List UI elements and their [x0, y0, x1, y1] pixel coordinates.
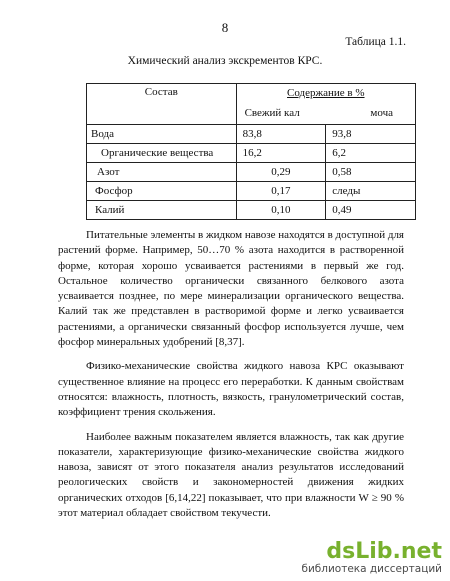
row-fresh: 0,29 — [236, 163, 326, 182]
header-urine: моча — [370, 106, 393, 119]
row-urine: 6,2 — [326, 144, 416, 163]
header-content — [236, 84, 415, 103]
row-fresh: 83,8 — [236, 125, 326, 144]
row-urine: 93,8 — [326, 125, 416, 144]
row-urine: 0,49 — [326, 201, 416, 220]
table-row — [87, 144, 416, 163]
row-name: Органические вещества — [87, 144, 237, 163]
logo-main: dsLib — [326, 539, 393, 564]
dslib-subtitle: библиотека диссертаций — [301, 563, 442, 575]
table-row — [87, 182, 416, 201]
table-row — [87, 125, 416, 144]
row-name: Фосфор — [87, 182, 237, 201]
paragraph: Наиболее важным показателем является влажность, так как другие показатели, характеризующие физико-механические свойства жидкого навоза, зависят от этого показателя анализ результатов исследований реологических свойств и закономерностей движения жидких органических отходов [6,14,22] показывает, что при влажности W ≥ 90 % этот материал обладает свойством текучести. — [58, 430, 404, 520]
row-fresh: 16,2 — [236, 144, 326, 163]
dslib-watermark[interactable] — [301, 541, 442, 575]
header-composition: Состав — [87, 84, 237, 125]
page-number: 8 — [221, 20, 229, 35]
subheader-cell — [236, 102, 415, 125]
paragraph: Физико-механические свойства жидкого навоза КРС оказывают существенное влияние на процесс его переработки. К данным свойствам относятся: влажность, плотность, вязкость, гранулометрический состав, коэффициент трения скольжения. — [58, 360, 404, 419]
table-row — [87, 201, 416, 220]
row-name: Калий — [87, 201, 237, 220]
header-content-text: Содержание в % — [287, 86, 365, 99]
header-fresh: Свежий кал — [244, 106, 300, 119]
row-name: Вода — [87, 125, 237, 144]
table-row — [87, 163, 416, 182]
row-name: Азот — [87, 163, 237, 182]
table-label: Таблица 1.1. — [345, 36, 406, 48]
row-urine: 0,58 — [326, 163, 416, 182]
logo-tld: .net — [392, 539, 442, 564]
chemical-analysis-table — [86, 83, 416, 220]
row-urine: следы — [326, 182, 416, 201]
paragraph: Питательные элементы в жидком навозе находятся в доступной для растений форме. Например, 50…70 % азота находится в растворенной форме, которая хорошо усваивается растениями в первый же год. Остальное количество органически связанного белкового азота усваивается позднее, по мере минерализации органического вещества. Калий так же представлен в растворимой форме и легко усваивается растениями, а органически связанный фосфор используется лучше, чем фосфор минеральных удобрений [8,37]. — [58, 229, 404, 349]
table-title: Химический анализ экскрементов КРС. — [127, 55, 323, 67]
body-text — [58, 228, 404, 530]
row-fresh: 0,10 — [236, 201, 326, 220]
table-header-row — [87, 84, 416, 103]
dslib-logo — [301, 541, 442, 563]
row-fresh: 0,17 — [236, 182, 326, 201]
